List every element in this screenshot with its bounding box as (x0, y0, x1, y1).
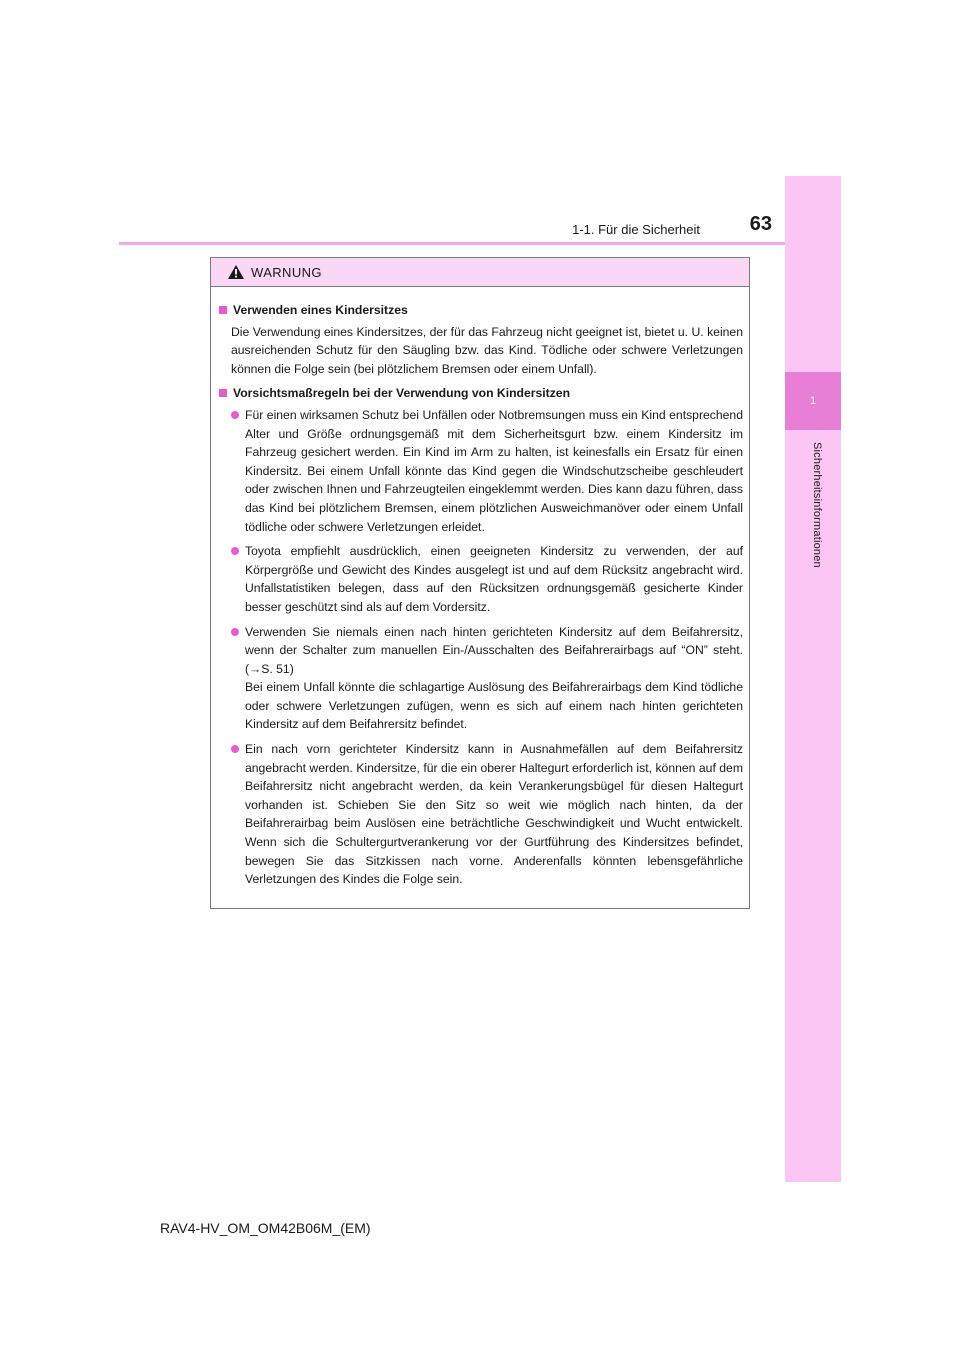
list-item-text-line: Verwenden Sie niemals einen nach hinten gerichteten Kindersitz auf dem Beifahrersitz, wenn der Schalter zum manuellen Ein-/Ausschalten des Beifahrerairbags auf “ON” steht. (→S. 51) (245, 624, 743, 676)
warning-header (211, 258, 749, 287)
list-item-text: Für einen wirksamen Schutz bei Unfällen oder Notbremsungen muss ein Kind entsprechend Alter und Größe ordnungsgemäß mit dem Sicherheitsgurt bzw. einem Kindersitz im Fahrzeug gesichert werden. Ein Kind im Arm zu halten, ist keinesfalls ein Ersatz für einen Kindersitz. Bei einem Unfall könnte das Kind gegen die Windschutzscheibe geschleudert oder zwischen Ihnen und Fahrzeugteilen eingeklemmt werden. Dies kann dazu führen, dass das Kind bei plötzlichem Bremsen, einem plötzlichen Ausweichmanöver oder einem Unfall tödliche oder schwere Verletzungen erleidet. (245, 407, 743, 534)
list-item-text: Ein nach vorn gerichteter Kindersitz kann in Ausnahmefällen auf dem Beifahrersitz angebracht werden. Kindersitze, für die ein oberer Haltegurt erforderlich ist, können auf dem Beifahrersitz nicht angebracht werden, da kein Verankerungsbügel für diesen Haltegurt vorhanden ist. Schieben Sie den Sitz so weit wie möglich nach hinten, da der Beifahrerairbag beim Auslösen eine beträchtliche Geschwindigkeit und Wucht entwickelt. Wenn sich die Schultergurtverankerung vor der Gurtführung des Kindersitzes befindet, bewegen Sie das Sitzkissen nach vorne. Anderenfalls könnten lebensgefährliche Verletzungen des Kindes die Folge sein. (245, 742, 743, 887)
chapter-number: 1 (785, 372, 841, 430)
list-item-text-line: Bei einem Unfall könnte die schlagartige Auslösung des Beifahrerairbags dem Kind tödliche oder schwere Verletzungen zufügen, wenn es sich auf einem nach hinten gerichteten Kindersitz auf dem Beifahrersitz befindet. (245, 680, 743, 732)
warning-box (210, 257, 750, 909)
list-item (231, 542, 743, 616)
pink-dot-icon (231, 411, 239, 419)
side-chapter-tab (785, 176, 841, 1182)
warning-title: WARNUNG (251, 264, 322, 280)
list-item (231, 406, 743, 536)
pink-square-icon (219, 306, 227, 314)
warning-triangle-icon (227, 264, 245, 280)
section-heading-text: Vorsichtsmaßregeln bei der Verwendung von Kindersitzen (233, 386, 571, 401)
document-code: RAV4-HV_OM_OM42B06M_(EM) (160, 1220, 371, 1236)
section-paragraph: Die Verwendung eines Kindersitzes, der für das Fahrzeug nicht geeignet ist, bietet u. U. keinen ausreichenden Schutz für den Säugling bzw. das Kind. Tödliche oder schwere Verletzungen können die Folge sein (bei plötzlichem Bremsen oder einem Unfall). (231, 324, 743, 376)
page-number: 63 (749, 213, 772, 235)
list-item-text: Toyota empfiehlt ausdrücklich, einen geeigneten Kindersitz zu verwenden, der auf Körpergröße und Gewicht des Kindes ausgelegt ist und auf dem Rücksitz angebracht wird. Unfallstatistiken belegen, dass auf den Rücksitzen ordnungsgemäß gesicherte Kinder besser geschützt sind als auf dem Vordersitz. (245, 544, 743, 614)
list-item-text (245, 623, 743, 735)
header-divider (119, 242, 785, 245)
list-item (231, 740, 743, 889)
list-item (231, 623, 743, 735)
pink-dot-icon (231, 745, 239, 753)
section-heading (219, 384, 743, 403)
chapter-label: Sicherheitsinformationen (811, 442, 823, 568)
section-title: 1-1. Für die Sicherheit (572, 222, 700, 237)
pink-dot-icon (231, 547, 239, 555)
warning-body (211, 287, 749, 889)
pink-square-icon (219, 389, 227, 397)
section-heading (219, 301, 743, 320)
section-heading-text: Verwenden eines Kindersitzes (233, 303, 408, 317)
pink-dot-icon (231, 628, 239, 636)
